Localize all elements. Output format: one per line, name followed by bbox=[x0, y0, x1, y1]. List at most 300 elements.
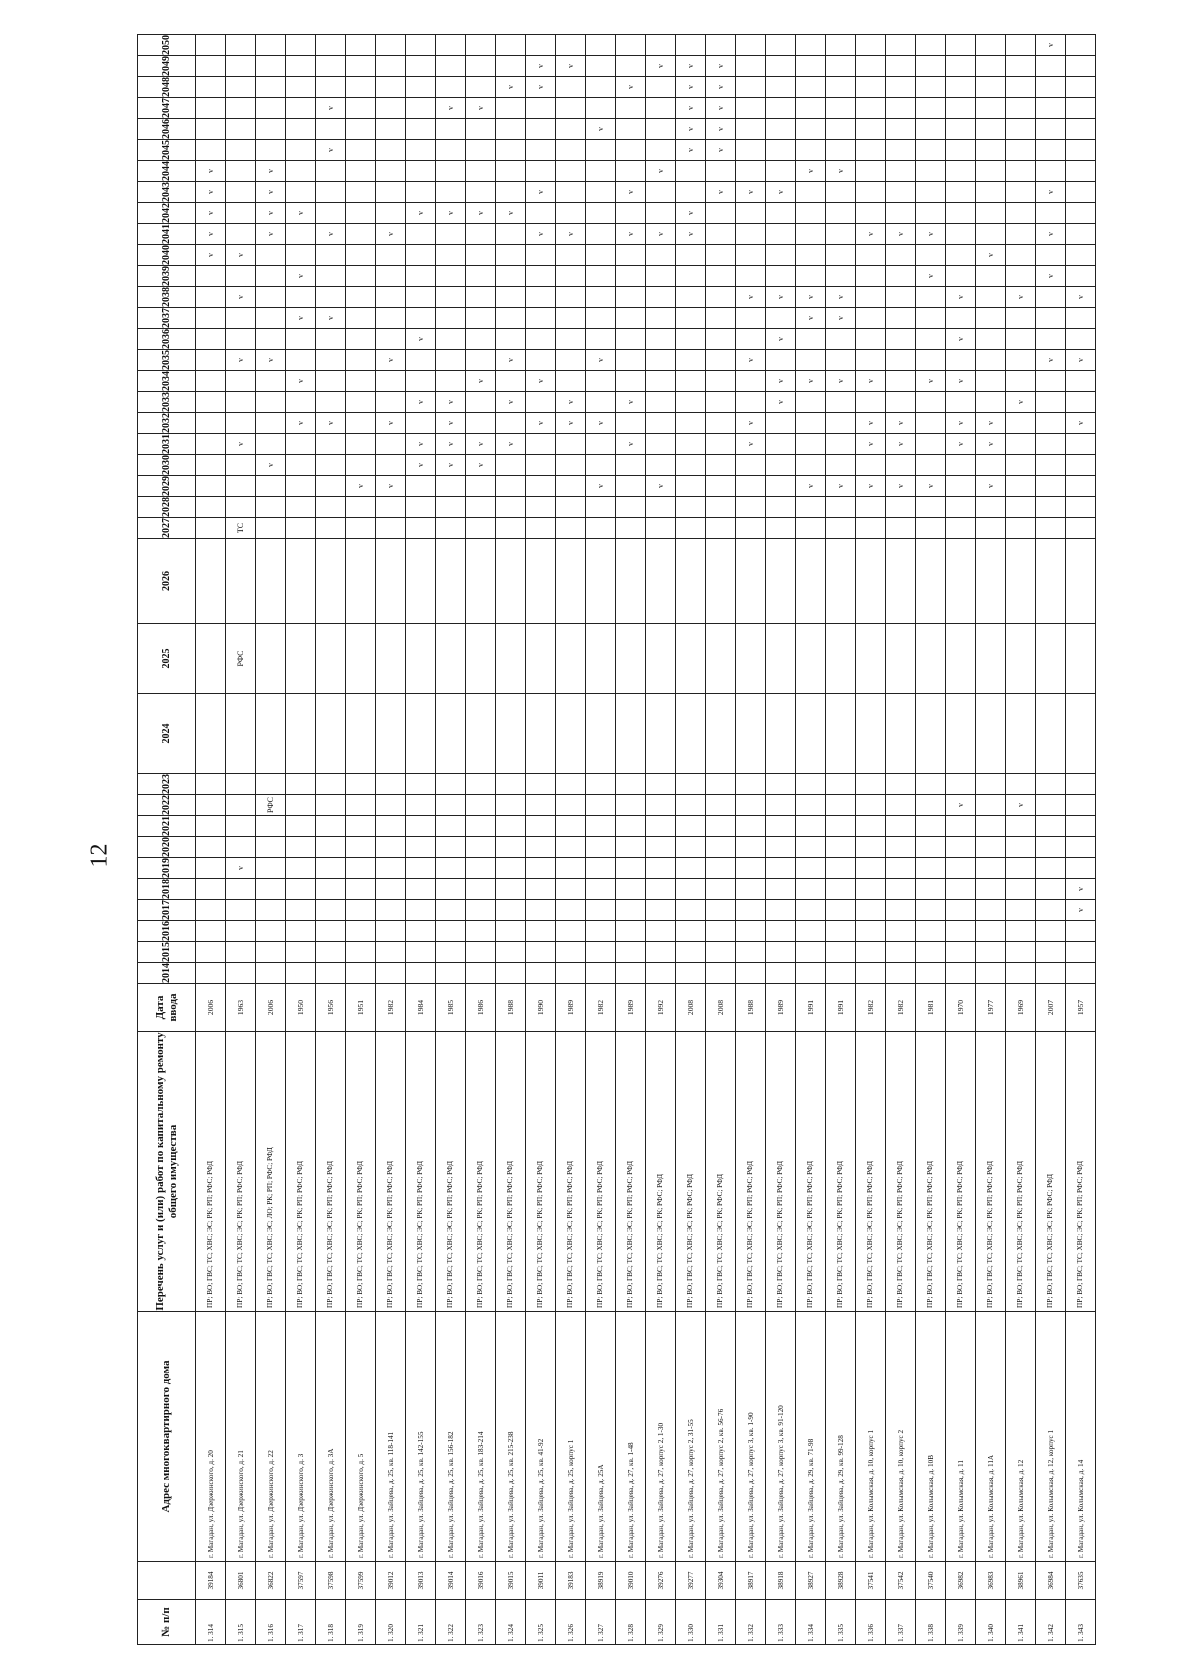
year-cell bbox=[1036, 434, 1066, 455]
year-cell: v bbox=[496, 434, 526, 455]
year-cell: v bbox=[616, 182, 646, 203]
year-cell bbox=[316, 774, 346, 795]
year-cell bbox=[406, 224, 436, 245]
year-cell bbox=[556, 497, 586, 518]
year-cell bbox=[316, 329, 346, 350]
year-cell bbox=[706, 161, 736, 182]
year-cell bbox=[826, 224, 856, 245]
row-address: г. Магадан, ул. Дзержинского, д. 21 bbox=[226, 1312, 256, 1562]
year-cell: v bbox=[436, 392, 466, 413]
year-cell bbox=[526, 518, 556, 539]
year-cell bbox=[316, 371, 346, 392]
year-cell bbox=[286, 329, 316, 350]
row-date: 1969 bbox=[1006, 984, 1036, 1032]
year-cell bbox=[646, 539, 676, 624]
year-cell bbox=[736, 224, 766, 245]
year-cell: v bbox=[736, 350, 766, 371]
year-cell bbox=[316, 694, 346, 774]
header-year: 2039 bbox=[138, 266, 196, 287]
row-id: 36982 bbox=[946, 1562, 976, 1600]
year-cell bbox=[496, 161, 526, 182]
row-services: ПР; ВО; ГВС; ТС; ХВС; ЭС; РК; РП; РФС; РФД bbox=[526, 1032, 556, 1312]
year-cell bbox=[376, 266, 406, 287]
year-cell bbox=[826, 795, 856, 816]
year-cell bbox=[736, 921, 766, 942]
year-cell bbox=[796, 413, 826, 434]
year-cell bbox=[886, 392, 916, 413]
year-cell bbox=[706, 392, 736, 413]
year-cell bbox=[586, 837, 616, 858]
year-cell bbox=[496, 266, 526, 287]
year-cell bbox=[796, 98, 826, 119]
year-cell bbox=[676, 774, 706, 795]
year-cell bbox=[586, 98, 616, 119]
year-cell: v bbox=[826, 476, 856, 497]
year-cell bbox=[946, 266, 976, 287]
year-cell bbox=[1036, 921, 1066, 942]
year-cell bbox=[1066, 119, 1096, 140]
year-cell bbox=[946, 624, 976, 694]
year-cell bbox=[526, 161, 556, 182]
year-cell bbox=[826, 56, 856, 77]
year-cell bbox=[766, 434, 796, 455]
year-cell bbox=[376, 497, 406, 518]
table-row bbox=[586, 35, 616, 1645]
year-cell bbox=[466, 539, 496, 624]
row-address: г. Магадан, ул. Зайцева, д. 25, корпус 1 bbox=[556, 1312, 586, 1562]
year-cell bbox=[526, 392, 556, 413]
year-cell bbox=[1036, 287, 1066, 308]
row-address: г. Магадан, ул. Колымская, д. 11А bbox=[976, 1312, 1006, 1562]
row-number: 1. 315 bbox=[226, 1600, 256, 1645]
year-cell bbox=[226, 266, 256, 287]
year-cell bbox=[316, 539, 346, 624]
year-cell bbox=[766, 795, 796, 816]
year-cell bbox=[976, 837, 1006, 858]
year-cell bbox=[496, 694, 526, 774]
year-cell bbox=[1066, 795, 1096, 816]
year-cell bbox=[736, 308, 766, 329]
year-cell bbox=[346, 77, 376, 98]
year-cell bbox=[196, 774, 226, 795]
year-cell: v bbox=[256, 350, 286, 371]
year-cell bbox=[226, 98, 256, 119]
year-cell bbox=[286, 476, 316, 497]
row-services: ПР; ВО; ГВС; ТС; ХВС; ЭС; РК; РП; РФС; РФД bbox=[946, 1032, 976, 1312]
year-cell bbox=[496, 182, 526, 203]
year-cell bbox=[1036, 900, 1066, 921]
year-cell bbox=[436, 942, 466, 963]
year-cell bbox=[556, 837, 586, 858]
row-number: 1. 324 bbox=[496, 1600, 526, 1645]
year-cell bbox=[886, 245, 916, 266]
header-year: 2049 bbox=[138, 56, 196, 77]
year-cell bbox=[286, 624, 316, 694]
year-cell bbox=[316, 56, 346, 77]
year-cell bbox=[916, 35, 946, 56]
year-cell bbox=[256, 392, 286, 413]
year-cell bbox=[916, 329, 946, 350]
header-year: 2034 bbox=[138, 371, 196, 392]
year-cell bbox=[286, 963, 316, 984]
year-cell bbox=[286, 518, 316, 539]
year-cell bbox=[496, 224, 526, 245]
year-cell bbox=[976, 539, 1006, 624]
year-cell bbox=[256, 837, 286, 858]
row-address: г. Магадан, ул. Зайцева, д. 27, корпус 3, кв. 1-90 bbox=[736, 1312, 766, 1562]
year-cell bbox=[826, 921, 856, 942]
year-cell bbox=[286, 879, 316, 900]
year-cell bbox=[916, 774, 946, 795]
year-cell bbox=[976, 774, 1006, 795]
year-cell bbox=[856, 119, 886, 140]
year-cell bbox=[736, 963, 766, 984]
year-cell bbox=[946, 455, 976, 476]
year-cell bbox=[766, 963, 796, 984]
year-cell: v bbox=[976, 434, 1006, 455]
row-id: 38961 bbox=[1006, 1562, 1036, 1600]
year-cell: v bbox=[556, 224, 586, 245]
year-cell bbox=[706, 963, 736, 984]
year-cell bbox=[916, 203, 946, 224]
year-cell bbox=[346, 942, 376, 963]
year-cell bbox=[766, 413, 796, 434]
year-cell bbox=[346, 203, 376, 224]
year-cell: v bbox=[286, 371, 316, 392]
year-cell bbox=[496, 900, 526, 921]
year-cell bbox=[616, 900, 646, 921]
year-cell bbox=[856, 455, 886, 476]
year-cell bbox=[496, 774, 526, 795]
year-cell bbox=[856, 98, 886, 119]
year-cell bbox=[196, 413, 226, 434]
year-cell: v bbox=[856, 413, 886, 434]
year-cell bbox=[796, 77, 826, 98]
row-address: г. Магадан, ул. Колымская, д. 11 bbox=[946, 1312, 976, 1562]
year-cell bbox=[376, 140, 406, 161]
year-cell: v bbox=[586, 350, 616, 371]
year-cell bbox=[976, 56, 1006, 77]
header-year: 2036 bbox=[138, 329, 196, 350]
year-cell bbox=[736, 900, 766, 921]
year-cell bbox=[916, 392, 946, 413]
year-cell bbox=[286, 816, 316, 837]
year-cell bbox=[406, 774, 436, 795]
year-cell bbox=[736, 140, 766, 161]
year-cell: v bbox=[526, 56, 556, 77]
row-date: 1991 bbox=[796, 984, 826, 1032]
header-year: 2047 bbox=[138, 98, 196, 119]
header-year: 2046 bbox=[138, 119, 196, 140]
year-cell bbox=[226, 140, 256, 161]
year-cell: v bbox=[1036, 266, 1066, 287]
year-cell bbox=[706, 224, 736, 245]
year-cell bbox=[226, 795, 256, 816]
year-cell: v bbox=[196, 224, 226, 245]
year-cell bbox=[346, 837, 376, 858]
year-cell bbox=[796, 35, 826, 56]
year-cell bbox=[256, 329, 286, 350]
year-cell bbox=[1006, 182, 1036, 203]
year-cell bbox=[406, 77, 436, 98]
year-cell bbox=[1066, 266, 1096, 287]
year-cell bbox=[856, 518, 886, 539]
year-cell bbox=[676, 879, 706, 900]
year-cell bbox=[556, 858, 586, 879]
year-cell bbox=[826, 413, 856, 434]
year-cell bbox=[676, 837, 706, 858]
year-cell bbox=[796, 266, 826, 287]
year-cell bbox=[226, 392, 256, 413]
year-cell bbox=[256, 35, 286, 56]
year-cell bbox=[886, 35, 916, 56]
year-cell bbox=[1066, 858, 1096, 879]
year-cell: v bbox=[946, 329, 976, 350]
year-cell bbox=[1066, 245, 1096, 266]
year-cell bbox=[796, 816, 826, 837]
year-cell bbox=[346, 413, 376, 434]
year-cell bbox=[1006, 963, 1036, 984]
year-cell bbox=[1006, 350, 1036, 371]
year-cell bbox=[556, 245, 586, 266]
year-cell bbox=[256, 266, 286, 287]
year-cell bbox=[196, 476, 226, 497]
row-id: 39013 bbox=[406, 1562, 436, 1600]
row-services: ПР; ВО; ГВС; ТС; ХВС; ЭС; РК; РП; РФС; РФД bbox=[1066, 1032, 1096, 1312]
year-cell: v bbox=[1006, 795, 1036, 816]
year-cell bbox=[196, 694, 226, 774]
year-cell bbox=[1036, 56, 1066, 77]
year-cell bbox=[286, 434, 316, 455]
row-services: ПР; ВО; ГВС; ТС; ХВС; ЭС; РК; РП; РФС; РФД bbox=[226, 1032, 256, 1312]
year-cell bbox=[646, 963, 676, 984]
year-cell: v bbox=[616, 434, 646, 455]
year-cell bbox=[706, 795, 736, 816]
row-services: ПР; ВО; ГВС; ТС; ХВС; ЭС; РК; РП; РФС; РФД bbox=[466, 1032, 496, 1312]
row-services: ПР; ВО; ГВС; ТС; ХВС; ЭС; РК; РП; РФС; РФД bbox=[856, 1032, 886, 1312]
year-cell bbox=[706, 203, 736, 224]
year-cell bbox=[586, 308, 616, 329]
year-cell: v bbox=[886, 413, 916, 434]
year-cell: v bbox=[796, 371, 826, 392]
year-cell bbox=[526, 434, 556, 455]
year-cell bbox=[856, 35, 886, 56]
year-cell bbox=[646, 921, 676, 942]
year-cell bbox=[736, 56, 766, 77]
year-cell bbox=[1066, 182, 1096, 203]
row-date: 1977 bbox=[976, 984, 1006, 1032]
year-cell: v bbox=[796, 476, 826, 497]
year-cell bbox=[556, 350, 586, 371]
year-cell bbox=[256, 624, 286, 694]
header-year: 2014 bbox=[138, 963, 196, 984]
year-cell bbox=[856, 329, 886, 350]
year-cell bbox=[676, 350, 706, 371]
table-row bbox=[1036, 35, 1066, 1645]
year-cell bbox=[316, 245, 346, 266]
year-cell bbox=[1036, 413, 1066, 434]
year-cell bbox=[706, 816, 736, 837]
year-cell bbox=[886, 900, 916, 921]
year-cell bbox=[886, 182, 916, 203]
year-cell bbox=[826, 774, 856, 795]
row-id: 38928 bbox=[826, 1562, 856, 1600]
year-cell bbox=[946, 224, 976, 245]
year-cell bbox=[376, 98, 406, 119]
year-cell bbox=[256, 98, 286, 119]
year-cell bbox=[766, 837, 796, 858]
year-cell bbox=[466, 56, 496, 77]
year-cell bbox=[916, 963, 946, 984]
year-cell bbox=[946, 921, 976, 942]
year-cell bbox=[796, 224, 826, 245]
year-cell bbox=[436, 963, 466, 984]
row-address: г. Магадан, ул. Зайцева, д. 27, корпус 3, кв. 91-120 bbox=[766, 1312, 796, 1562]
year-cell bbox=[916, 942, 946, 963]
year-cell bbox=[436, 879, 466, 900]
year-cell bbox=[946, 245, 976, 266]
year-cell bbox=[766, 624, 796, 694]
year-cell bbox=[556, 98, 586, 119]
year-cell bbox=[766, 77, 796, 98]
row-services: ПР; ВО; ГВС; ТС; ХВС; ЭС; РК; РП; РФС; РФД bbox=[406, 1032, 436, 1312]
year-cell bbox=[826, 816, 856, 837]
year-cell bbox=[616, 266, 646, 287]
year-cell bbox=[346, 161, 376, 182]
year-cell: v bbox=[976, 413, 1006, 434]
year-cell bbox=[736, 774, 766, 795]
header-year: 2030 bbox=[138, 455, 196, 476]
year-cell bbox=[826, 942, 856, 963]
year-cell bbox=[526, 245, 556, 266]
year-cell bbox=[856, 774, 886, 795]
year-cell bbox=[526, 497, 556, 518]
year-cell bbox=[736, 816, 766, 837]
year-cell bbox=[436, 35, 466, 56]
year-cell: v bbox=[436, 203, 466, 224]
year-cell bbox=[556, 795, 586, 816]
year-cell bbox=[406, 266, 436, 287]
year-cell bbox=[406, 476, 436, 497]
year-cell: v bbox=[1066, 900, 1096, 921]
year-cell bbox=[436, 266, 466, 287]
year-cell bbox=[916, 287, 946, 308]
year-cell bbox=[706, 942, 736, 963]
year-cell bbox=[556, 900, 586, 921]
table-row bbox=[796, 35, 826, 1645]
year-cell bbox=[886, 497, 916, 518]
year-cell bbox=[706, 308, 736, 329]
year-cell bbox=[976, 455, 1006, 476]
year-cell: v bbox=[256, 161, 286, 182]
year-cell bbox=[226, 539, 256, 624]
year-cell bbox=[886, 921, 916, 942]
year-cell bbox=[886, 774, 916, 795]
row-date: 1963 bbox=[226, 984, 256, 1032]
year-cell: v bbox=[946, 795, 976, 816]
year-cell bbox=[226, 774, 256, 795]
year-cell: v bbox=[586, 476, 616, 497]
year-cell bbox=[1066, 140, 1096, 161]
year-cell bbox=[916, 161, 946, 182]
year-cell: v bbox=[286, 266, 316, 287]
table-row bbox=[706, 35, 736, 1645]
year-cell bbox=[286, 837, 316, 858]
year-cell bbox=[436, 694, 466, 774]
year-cell bbox=[856, 816, 886, 837]
year-cell bbox=[946, 161, 976, 182]
table-row bbox=[466, 35, 496, 1645]
year-cell bbox=[226, 921, 256, 942]
year-cell bbox=[466, 518, 496, 539]
year-cell bbox=[1006, 161, 1036, 182]
year-cell bbox=[316, 161, 346, 182]
year-cell bbox=[586, 392, 616, 413]
row-id: 38918 bbox=[766, 1562, 796, 1600]
row-number: 1. 330 bbox=[676, 1600, 706, 1645]
row-services: ПР; ВО; ГВС; ТС; ХВС; ЭС; РК; РП; РФС; РФД bbox=[436, 1032, 466, 1312]
year-cell: v bbox=[1006, 392, 1036, 413]
year-cell bbox=[646, 350, 676, 371]
year-cell: v bbox=[946, 287, 976, 308]
year-cell bbox=[376, 56, 406, 77]
year-cell bbox=[616, 963, 646, 984]
year-cell bbox=[796, 140, 826, 161]
year-cell bbox=[706, 624, 736, 694]
year-cell: v bbox=[766, 287, 796, 308]
year-cell bbox=[316, 476, 346, 497]
year-cell bbox=[646, 434, 676, 455]
year-cell bbox=[496, 837, 526, 858]
year-cell bbox=[976, 879, 1006, 900]
row-date: 1991 bbox=[826, 984, 856, 1032]
year-cell bbox=[496, 539, 526, 624]
year-cell bbox=[916, 518, 946, 539]
year-cell bbox=[256, 900, 286, 921]
row-number: 1. 336 bbox=[856, 1600, 886, 1645]
row-services: ПР; ВО; ГВС; ТС; ХВС; ЭС; РК; РФС; РФД bbox=[676, 1032, 706, 1312]
year-cell bbox=[1006, 371, 1036, 392]
year-cell bbox=[526, 308, 556, 329]
year-cell: v bbox=[436, 434, 466, 455]
row-services: ПР; ВО; ГВС; ТС; ХВС; ЭС; РК; РП; РФС; РФД bbox=[196, 1032, 226, 1312]
year-cell bbox=[766, 858, 796, 879]
row-id: 36983 bbox=[976, 1562, 1006, 1600]
row-services: ПР; ВО; ГВС; ТС; ХВС; ЭС; РК; РП; РФС; РФД bbox=[616, 1032, 646, 1312]
year-cell bbox=[976, 140, 1006, 161]
year-cell bbox=[436, 224, 466, 245]
year-cell bbox=[676, 413, 706, 434]
year-cell bbox=[526, 203, 556, 224]
year-cell bbox=[886, 694, 916, 774]
row-address: г. Магадан, ул. Зайцева, д. 29, кв. 99-128 bbox=[826, 1312, 856, 1562]
year-cell bbox=[1066, 942, 1096, 963]
row-id: 37540 bbox=[916, 1562, 946, 1600]
row-date: 1981 bbox=[916, 984, 946, 1032]
year-cell bbox=[496, 879, 526, 900]
year-cell bbox=[1006, 774, 1036, 795]
year-cell bbox=[886, 539, 916, 624]
year-cell bbox=[286, 98, 316, 119]
year-cell bbox=[826, 455, 856, 476]
header-address: Адрес многоквартирного дома bbox=[138, 1312, 196, 1562]
year-cell bbox=[316, 203, 346, 224]
row-date: 1986 bbox=[466, 984, 496, 1032]
year-cell bbox=[736, 98, 766, 119]
year-cell bbox=[316, 119, 346, 140]
year-cell bbox=[226, 119, 256, 140]
year-cell bbox=[436, 308, 466, 329]
